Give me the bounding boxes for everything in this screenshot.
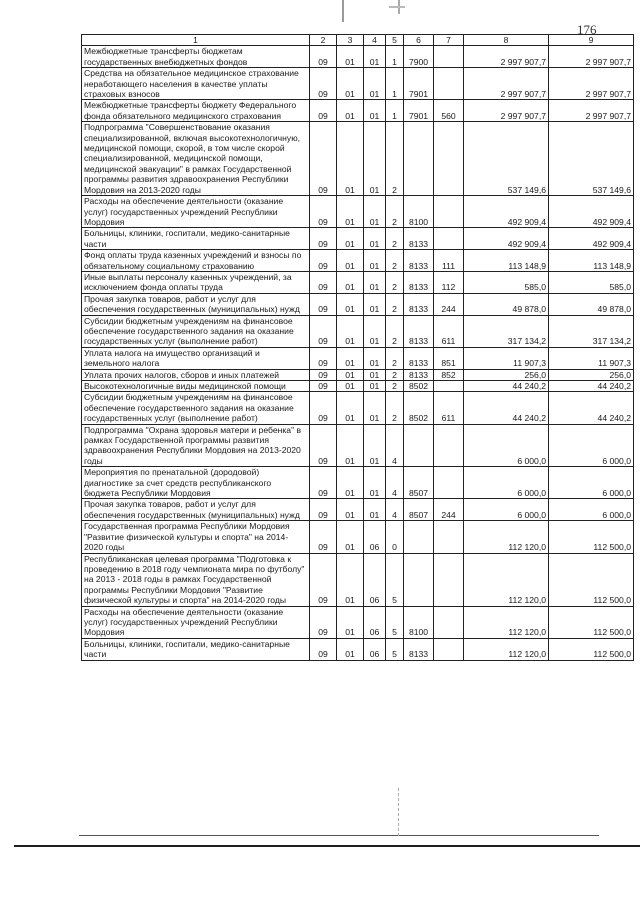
- page-number: 176: [577, 22, 597, 37]
- cell-pr: 01: [337, 250, 364, 272]
- cell-csr-1: 01: [364, 68, 386, 100]
- cell-amount-2: 112 500,0: [549, 606, 634, 638]
- row-name-cell: Прочая закупка товаров, работ и услуг для обеспечения государственных (муниципальных) нужд: [82, 293, 310, 315]
- row-name-cell: Государственная программа Республики Мордовия "Развитие физической культуры и спорта" на 2014-2020 годы: [82, 521, 310, 553]
- header-cell: 1: [82, 35, 310, 46]
- cell-vr: 560: [434, 100, 464, 122]
- cell-pr: 01: [337, 68, 364, 100]
- cell-amount-2: 6 000,0: [549, 424, 634, 467]
- cell-csr-1: 06: [364, 606, 386, 638]
- table-row: [82, 271, 634, 293]
- cell-pr: 01: [337, 293, 364, 315]
- cell-pr: 01: [337, 122, 364, 196]
- cell-csr-1: 06: [364, 521, 386, 553]
- cell-amount-1: 6 000,0: [464, 424, 549, 467]
- cell-vr: [434, 196, 464, 228]
- cell-csr-1: 06: [364, 553, 386, 606]
- cell-pr: 01: [337, 315, 364, 347]
- table-row: [82, 381, 634, 392]
- cell-pr: 01: [337, 100, 364, 122]
- cell-csr-2: 1: [386, 100, 404, 122]
- cell-vr: [434, 467, 464, 499]
- scan-mark: [398, 788, 400, 836]
- cell-pr: 01: [337, 271, 364, 293]
- cell-amount-2: 113 148,9: [549, 250, 634, 272]
- cell-csr-2: 2: [386, 347, 404, 369]
- table-row: [82, 122, 634, 196]
- table-row: [82, 68, 634, 100]
- cell-amount-1: 11 907,3: [464, 347, 549, 369]
- cell-amount-2: 112 500,0: [549, 638, 634, 660]
- cell-csr-1: 01: [364, 122, 386, 196]
- cell-rz: 09: [310, 100, 337, 122]
- cell-amount-2: 6 000,0: [549, 499, 634, 521]
- table-row: [82, 315, 634, 347]
- cell-csr-1: 01: [364, 369, 386, 380]
- header-cell: 6: [404, 35, 434, 46]
- cell-amount-2: 2 997 907,7: [549, 46, 634, 68]
- cell-amount-2: 317 134,2: [549, 315, 634, 347]
- cell-rz: 09: [310, 499, 337, 521]
- cell-amount-2: 492 909,4: [549, 228, 634, 250]
- header-cell: 8: [464, 35, 549, 46]
- cell-amount-1: 49 878,0: [464, 293, 549, 315]
- cell-vr: 112: [434, 271, 464, 293]
- cell-rz: 09: [310, 553, 337, 606]
- cell-csr-1: 01: [364, 293, 386, 315]
- row-name-cell: Прочая закупка товаров, работ и услуг для обеспечения государственных (муниципальных) нужд: [82, 499, 310, 521]
- cell-vr: 851: [434, 347, 464, 369]
- row-name-cell: Подпрограмма "Охрана здоровья матери и ребенка" в рамках Государственной программы развития здравоохранения Республики Мордовия на 2013-2020 годы: [82, 424, 310, 467]
- fold-mark: [342, 0, 344, 22]
- cell-vr: 611: [434, 392, 464, 424]
- table-row: [82, 392, 634, 424]
- cell-amount-1: 492 909,4: [464, 228, 549, 250]
- cell-rz: 09: [310, 122, 337, 196]
- cell-csr-3: 8133: [404, 369, 434, 380]
- cell-vr: [434, 638, 464, 660]
- cell-vr: [434, 606, 464, 638]
- cell-amount-1: 492 909,4: [464, 196, 549, 228]
- cell-csr-1: 01: [364, 228, 386, 250]
- row-name-cell: Расходы на обеспечение деятельности (оказание услуг) государственных учреждений Республики Мордовия: [82, 606, 310, 638]
- cell-amount-2: 537 149,6: [549, 122, 634, 196]
- row-name-cell: Уплата прочих налогов, сборов и иных платежей: [82, 369, 310, 380]
- cell-csr-3: 7901: [404, 100, 434, 122]
- cell-csr-1: 01: [364, 196, 386, 228]
- cell-amount-2: 44 240,2: [549, 392, 634, 424]
- cell-vr: [434, 553, 464, 606]
- cell-vr: 611: [434, 315, 464, 347]
- cell-amount-2: 6 000,0: [549, 467, 634, 499]
- cell-amount-2: 492 909,4: [549, 196, 634, 228]
- cell-pr: 01: [337, 521, 364, 553]
- cell-pr: 01: [337, 369, 364, 380]
- cell-pr: 01: [337, 553, 364, 606]
- table-row: [82, 196, 634, 228]
- cell-csr-3: 8502: [404, 392, 434, 424]
- cell-rz: 09: [310, 271, 337, 293]
- table-row: [82, 467, 634, 499]
- cell-rz: 09: [310, 369, 337, 380]
- cell-amount-1: 2 997 907,7: [464, 100, 549, 122]
- cell-amount-2: 112 500,0: [549, 521, 634, 553]
- table-row: [82, 46, 634, 68]
- cell-csr-1: 01: [364, 315, 386, 347]
- cell-pr: 01: [337, 392, 364, 424]
- cell-csr-3: 8507: [404, 499, 434, 521]
- cell-rz: 09: [310, 606, 337, 638]
- cell-pr: 01: [337, 381, 364, 392]
- cell-csr-2: 4: [386, 499, 404, 521]
- cell-vr: 852: [434, 369, 464, 380]
- cell-rz: 09: [310, 381, 337, 392]
- cell-amount-1: 6 000,0: [464, 499, 549, 521]
- page-bottom-rule: [14, 845, 640, 847]
- row-name-cell: Субсидии бюджетным учреждениям на финансовое обеспечение государственного задания на оказание государственных услуг (выполнение работ): [82, 392, 310, 424]
- cell-pr: 01: [337, 196, 364, 228]
- cell-vr: [434, 521, 464, 553]
- cell-pr: 01: [337, 46, 364, 68]
- table-row: [82, 638, 634, 660]
- table-row: [82, 100, 634, 122]
- cell-rz: 09: [310, 46, 337, 68]
- table-row: [82, 293, 634, 315]
- cell-csr-3: [404, 553, 434, 606]
- cell-amount-2: 256,0: [549, 369, 634, 380]
- cell-csr-3: [404, 424, 434, 467]
- cell-amount-2: 2 997 907,7: [549, 68, 634, 100]
- row-name-cell: Фонд оплаты труда казенных учреждений и взносы по обязательному социальному страхованию: [82, 250, 310, 272]
- cell-csr-3: 8133: [404, 250, 434, 272]
- table-row: [82, 228, 634, 250]
- cell-pr: 01: [337, 347, 364, 369]
- cell-csr-3: 7901: [404, 68, 434, 100]
- cell-amount-1: 44 240,2: [464, 381, 549, 392]
- cell-amount-1: 112 120,0: [464, 606, 549, 638]
- cell-csr-1: 01: [364, 250, 386, 272]
- cell-csr-2: 4: [386, 467, 404, 499]
- header-cell: 3: [337, 35, 364, 46]
- cell-pr: 01: [337, 228, 364, 250]
- cell-vr: [434, 381, 464, 392]
- scan-mark: [389, 6, 405, 8]
- cell-rz: 09: [310, 250, 337, 272]
- cell-csr-3: 8133: [404, 638, 434, 660]
- cell-csr-2: 5: [386, 638, 404, 660]
- row-name-cell: Республиканская целевая программа "Подготовка к проведению в 2018 году чемпионата мира по футболу" на 2013 - 2018 годы в рамках Государственной программы Республики Мордовия "Развитие физической культуры и спорта" на 2014-2020 годы: [82, 553, 310, 606]
- cell-pr: 01: [337, 638, 364, 660]
- cell-amount-2: 112 500,0: [549, 553, 634, 606]
- cell-csr-3: 8100: [404, 196, 434, 228]
- cell-csr-3: 8133: [404, 347, 434, 369]
- header-cell: 7: [434, 35, 464, 46]
- cell-csr-1: 01: [364, 499, 386, 521]
- cell-amount-1: 113 148,9: [464, 250, 549, 272]
- cell-rz: 09: [310, 347, 337, 369]
- cell-rz: 09: [310, 392, 337, 424]
- cell-pr: 01: [337, 424, 364, 467]
- cell-rz: 09: [310, 293, 337, 315]
- table-row: [82, 499, 634, 521]
- cell-amount-1: 317 134,2: [464, 315, 549, 347]
- row-name-cell: Межбюджетные трансферты бюджету Федерального фонда обязательного медицинского страхования: [82, 100, 310, 122]
- cell-csr-1: 01: [364, 467, 386, 499]
- cell-csr-3: 8133: [404, 228, 434, 250]
- cell-vr: [434, 68, 464, 100]
- cell-csr-2: 2: [386, 293, 404, 315]
- cell-pr: 01: [337, 606, 364, 638]
- table-row: [82, 553, 634, 606]
- cell-amount-1: 585,0: [464, 271, 549, 293]
- cell-rz: 09: [310, 521, 337, 553]
- cell-amount-1: 537 149,6: [464, 122, 549, 196]
- cell-pr: 01: [337, 467, 364, 499]
- cell-csr-3: 8133: [404, 293, 434, 315]
- cell-csr-2: 2: [386, 369, 404, 380]
- cell-csr-1: 06: [364, 638, 386, 660]
- cell-amount-1: 256,0: [464, 369, 549, 380]
- cell-amount-1: 112 120,0: [464, 521, 549, 553]
- cell-amount-1: 112 120,0: [464, 553, 549, 606]
- row-name-cell: Субсидии бюджетным учреждениям на финансовое обеспечение государственного задания на оказание государственных услуг (выполнение работ): [82, 315, 310, 347]
- cell-csr-3: 8133: [404, 271, 434, 293]
- cell-csr-1: 01: [364, 381, 386, 392]
- table-row: [82, 424, 634, 467]
- cell-csr-1: 01: [364, 46, 386, 68]
- cell-csr-3: 8507: [404, 467, 434, 499]
- header-cell: 9: [549, 35, 634, 46]
- cell-vr: [434, 46, 464, 68]
- cell-csr-3: [404, 521, 434, 553]
- table-row: [82, 369, 634, 380]
- cell-csr-1: 01: [364, 392, 386, 424]
- cell-amount-1: 112 120,0: [464, 638, 549, 660]
- table-row: [82, 521, 634, 553]
- cell-csr-1: 01: [364, 100, 386, 122]
- row-name-cell: Больницы, клиники, госпитали, медико-санитарные части: [82, 228, 310, 250]
- cell-amount-1: 6 000,0: [464, 467, 549, 499]
- cell-rz: 09: [310, 68, 337, 100]
- row-name-cell: Высокотехнологичные виды медицинской помощи: [82, 381, 310, 392]
- cell-rz: 09: [310, 196, 337, 228]
- budget-table: [81, 34, 634, 661]
- cell-csr-2: 2: [386, 271, 404, 293]
- cell-csr-2: 2: [386, 381, 404, 392]
- cell-csr-3: 8100: [404, 606, 434, 638]
- table-row: [82, 347, 634, 369]
- cell-rz: 09: [310, 638, 337, 660]
- cell-rz: 09: [310, 467, 337, 499]
- cell-vr: 244: [434, 293, 464, 315]
- cell-amount-2: 11 907,3: [549, 347, 634, 369]
- cell-rz: 09: [310, 424, 337, 467]
- row-name-cell: Средства на обязательное медицинское страхование неработающего населения в качестве уплаты страховых взносов: [82, 68, 310, 100]
- cell-csr-3: 8502: [404, 381, 434, 392]
- cell-csr-1: 01: [364, 424, 386, 467]
- cell-rz: 09: [310, 228, 337, 250]
- cell-rz: 09: [310, 315, 337, 347]
- cell-csr-3: 8133: [404, 315, 434, 347]
- cell-csr-3: 7900: [404, 46, 434, 68]
- cell-csr-2: 2: [386, 315, 404, 347]
- row-name-cell: Межбюджетные трансферты бюджетам государственных внебюджетных фондов: [82, 46, 310, 68]
- row-name-cell: Уплата налога на имущество организаций и земельного налога: [82, 347, 310, 369]
- header-cell: 4: [364, 35, 386, 46]
- cell-csr-3: [404, 122, 434, 196]
- cell-amount-2: 585,0: [549, 271, 634, 293]
- table-row: [82, 250, 634, 272]
- cell-vr: [434, 122, 464, 196]
- cell-csr-2: 2: [386, 250, 404, 272]
- cell-vr: 244: [434, 499, 464, 521]
- cell-csr-2: 0: [386, 521, 404, 553]
- cell-csr-2: 1: [386, 68, 404, 100]
- cell-csr-1: 01: [364, 271, 386, 293]
- cell-amount-2: 2 997 907,7: [549, 100, 634, 122]
- row-name-cell: Больницы, клиники, госпитали, медико-санитарные части: [82, 638, 310, 660]
- cell-csr-2: 1: [386, 46, 404, 68]
- cell-csr-2: 2: [386, 122, 404, 196]
- cell-amount-1: 2 997 907,7: [464, 68, 549, 100]
- cell-csr-2: 5: [386, 553, 404, 606]
- cell-vr: 111: [434, 250, 464, 272]
- table-header-row: [82, 35, 634, 46]
- header-cell: 2: [310, 35, 337, 46]
- row-name-cell: Мероприятия по пренатальной (дородовой) диагностике за счет средств республиканского бюджета Республики Мордовия: [82, 467, 310, 499]
- cell-amount-2: 44 240,2: [549, 381, 634, 392]
- cell-amount-2: 49 878,0: [549, 293, 634, 315]
- cell-csr-2: 2: [386, 228, 404, 250]
- row-name-cell: Иные выплаты персоналу казенных учреждений, за исключением фонда оплаты труда: [82, 271, 310, 293]
- cell-vr: [434, 424, 464, 467]
- row-name-cell: Расходы на обеспечение деятельности (оказание услуг) государственных учреждений Республики Мордовия: [82, 196, 310, 228]
- cell-pr: 01: [337, 499, 364, 521]
- footer-rule: [79, 835, 599, 836]
- cell-amount-1: 2 997 907,7: [464, 46, 549, 68]
- header-cell: 5: [386, 35, 404, 46]
- cell-vr: [434, 228, 464, 250]
- cell-amount-1: 44 240,2: [464, 392, 549, 424]
- table-row: [82, 606, 634, 638]
- cell-csr-2: 4: [386, 424, 404, 467]
- cell-csr-2: 2: [386, 392, 404, 424]
- cell-csr-1: 01: [364, 347, 386, 369]
- row-name-cell: Подпрограмма "Совершенствование оказания специализированной, включая высокотехнологичную, медицинской помощи, скорой, в том числе скорой специализированной, медицинской помощи, медицинской эвакуации" в рамках Государственной программы развития здравоохранения Республики Мордовия на 2013-2020 годы: [82, 122, 310, 196]
- cell-csr-2: 2: [386, 196, 404, 228]
- cell-csr-2: 5: [386, 606, 404, 638]
